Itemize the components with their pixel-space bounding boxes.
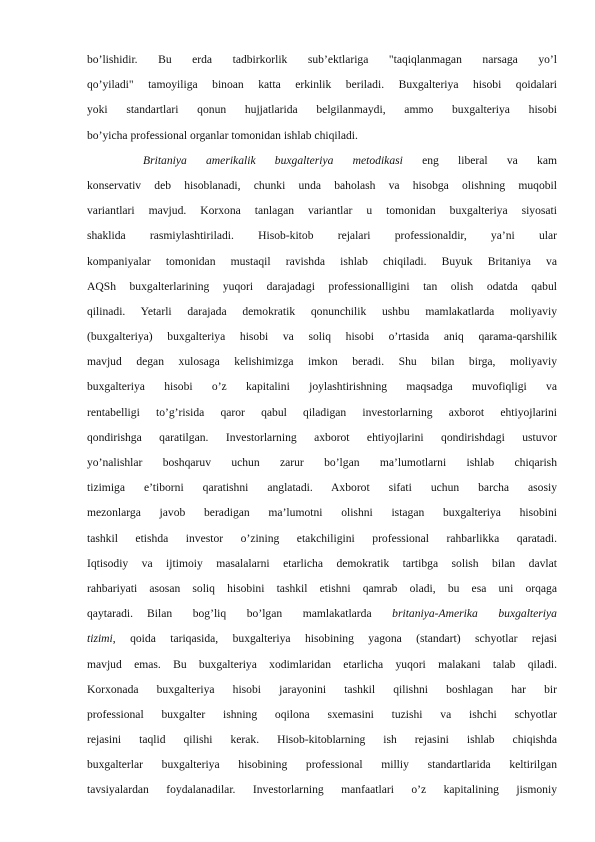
text-line: yo’nalishlar boshqaruv uchun zarur bo’lgan ma’lumotlarni ishlab chiqarish xyxy=(87,456,557,469)
text-line: qondirishga qaratilgan. Investorlarning axborot ehtiyojlarini qondirishdagi ustuvor xyxy=(87,430,557,444)
text-line xyxy=(87,148,557,173)
text-line xyxy=(87,626,557,651)
text-line: qilinadi. Yetarli darajada demokratik qonunchilik ushbu mamlakatlarda moliyaviy xyxy=(87,304,557,318)
text-fragment: eng liberal va kam xyxy=(402,153,557,167)
text-line: mavjud emas. Bu buxgalteriya xodimlaridan etarlicha yuqori malakani talab qiladi. xyxy=(87,657,557,671)
text-line: konservativ deb hisoblanadi, chunki unda baholash va hisobga olishning muqobil xyxy=(87,178,557,192)
text-fragment: Bilan bog’liq bo’lgan mamlakatlarda xyxy=(147,607,393,621)
text-line: rentabelligi to’g’risida qaror qabul qiladigan investorlarning axborot ehtiyojlarini xyxy=(87,405,557,419)
paragraph-1 xyxy=(87,47,557,148)
text-line: tavsiyalardan foydalanadilar. Investorlarning manfaatlari o’z kapitalining jismoniy xyxy=(87,783,557,797)
text-line: buxgalterlar buxgalteriya hisobining professional milliy standartlarida keltirilgan xyxy=(87,758,557,772)
text-line: qo’yiladi" tamoyiliga binoan katta erkinlik beriladi. Buxgalteriya hisobi qoidalari xyxy=(87,78,557,92)
text-line: shaklida rasmiylashtiriladi. Hisob-kitob rejalari professionaldir, ya’ni ular xyxy=(87,229,557,243)
text-line: bo’yicha professional organlar tomonidan ishlab chiqiladi. xyxy=(87,128,358,142)
text-line: mavjud degan xulosaga kelishimizga imkon beradi. Shu bilan birga, moliyaviy xyxy=(87,355,557,369)
text-line: bo’lishidir. Bu erda tadbirkorlik sub’ektlariga "taqiqlanmagan narsaga yo’l xyxy=(87,53,557,66)
text-line: professional buxgalter ishning oqilona sxemasini tuzishi va ishchi schyotlar xyxy=(87,707,557,721)
text-line: rahbariyati asosan soliq hisobini tashkil etishni qamrab oladi, bu esa uni orqaga xyxy=(87,581,557,595)
text-line: tashkil etishda investor o’zining etakchiligini professional rahbarlikka qaratadi. xyxy=(87,531,557,545)
text-line: yoki standartlari qonun hujjatlarida belgilanmaydi, ammo buxgalteriya hisobi xyxy=(87,103,557,117)
paragraph-2 xyxy=(87,148,557,803)
document-page xyxy=(87,47,557,803)
text-line: AQSh buxgalterlarining yuqori darajadagi professionalligini tan olish odatda qabul xyxy=(87,279,557,293)
text-line: tizimiga e’tiborni qaratishni anglatadi. Axborot sifati uchun barcha asosiy xyxy=(87,481,557,495)
text-fragment: , qoida tariqasida, buxgalteriya hisobining yagona (standart) schyotlar rejasi xyxy=(112,632,557,646)
text-line xyxy=(87,601,557,626)
italic-term: tizimi xyxy=(87,632,113,646)
text-line: variantlari mavjud. Korxona tanlagan variantlar u tomonidan buxgalteriya siyosati xyxy=(87,204,557,218)
text-line: mezonlarga javob beradigan ma’lumotni olishni istagan buxgalteriya hisobini xyxy=(87,506,557,520)
italic-term: britaniya-Amerika buxgalteriya xyxy=(392,607,557,621)
text-line: Korxonada buxgalteriya hisobi jarayonini tashkil qilishni boshlagan har bir xyxy=(87,682,557,696)
text-line: kompaniyalar tomonidan mustaqil ravishda ishlab chiqiladi. Buyuk Britaniya va xyxy=(87,254,557,268)
text-line: rejasini taqlid qilishi kerak. Hisob-kitoblarning ish rejasini ishlab chiqishda xyxy=(87,733,557,747)
text-line: (buxgalteriya) buxgalteriya hisobi va soliq hisobi o’rtasida aniq qarama-qarshilik xyxy=(87,330,557,344)
italic-term: Britaniya amerikalik buxgalteriya metodikasi xyxy=(143,153,403,167)
text-fragment: qaytaradi. xyxy=(87,607,134,621)
text-line: buxgalteriya hisobi o’z kapitalini joylashtirishning maqsadga muvofiqligi va xyxy=(87,380,557,394)
text-line: Iqtisodiy va ijtimoiy masalalarni etarlicha demokratik tartibga solish bilan davlat xyxy=(87,556,557,570)
